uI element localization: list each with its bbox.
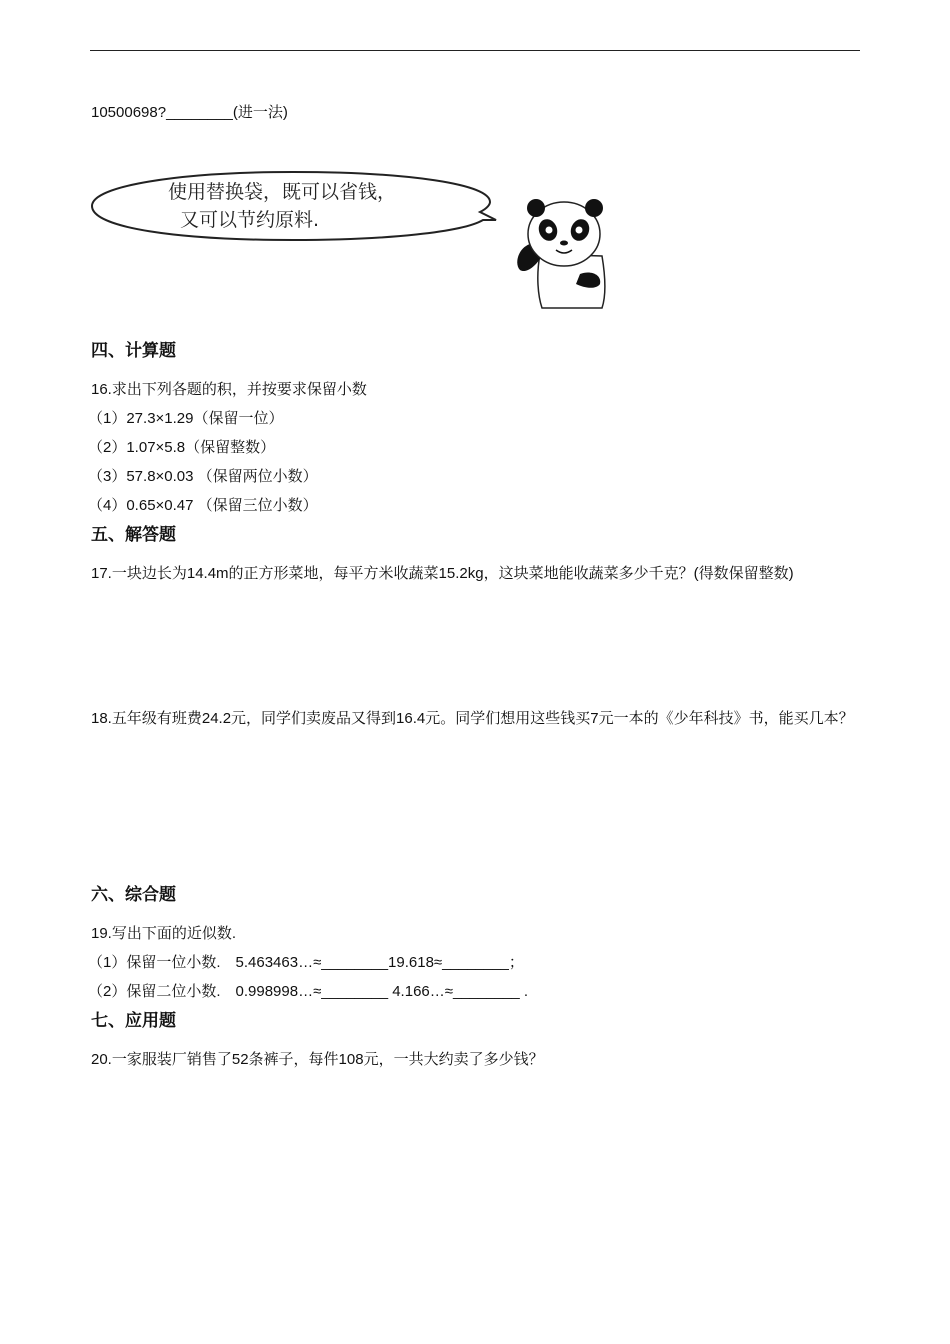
question-18: 18.五年级有班费24.2元，同学们卖废品又得到16.4元。同学们想用这些钱买7元一本的《少年科技》书，能买几本？ — [91, 710, 854, 727]
top-question-line: 10500698?________(进一法) — [91, 104, 288, 121]
bubble-line-1: 使用替换袋，既可以省钱， — [168, 181, 397, 203]
question-17: 17.一块边长为14.4m的正方形菜地，每平方米收蔬菜15.2kg，这块菜地能收蔬菜多少千克？(得数保留整数) — [91, 565, 794, 582]
question-19-stem: 19.写出下面的近似数. — [91, 925, 237, 942]
header-rule — [90, 50, 860, 51]
question-19-item-2: （2）保留二位小数. 0.998998…≈________ 4.166…≈________ . — [88, 983, 529, 1000]
question-16-item-4: （4）0.65×0.47 （保留三位小数） — [88, 497, 318, 514]
bubble-line-2: 又可以节约原料. — [180, 209, 320, 231]
question-16-stem: 16.求出下列各题的积，并按要求保留小数 — [91, 381, 367, 398]
question-20: 20.一家服装厂销售了52条裤子，每件108元，一共大约卖了多少钱？ — [91, 1051, 544, 1068]
section-heading-7: 七、应用题 — [91, 1011, 176, 1030]
panda-icon — [517, 199, 605, 308]
question-16-item-2: （2）1.07×5.8（保留整数） — [88, 439, 276, 456]
section-heading-4: 四、计算题 — [91, 341, 176, 360]
section-heading-6: 六、综合题 — [91, 885, 176, 904]
illustration — [88, 168, 618, 313]
section-heading-5: 五、解答题 — [91, 525, 176, 544]
question-19-item-1: （1）保留一位小数. 5.463463…≈________19.618≈________； — [88, 954, 524, 971]
question-16-item-3: （3）57.8×0.03 （保留两位小数） — [88, 468, 318, 485]
speech-bubble-illustration — [88, 168, 618, 313]
question-16-item-1: （1）27.3×1.29（保留一位） — [88, 410, 284, 427]
